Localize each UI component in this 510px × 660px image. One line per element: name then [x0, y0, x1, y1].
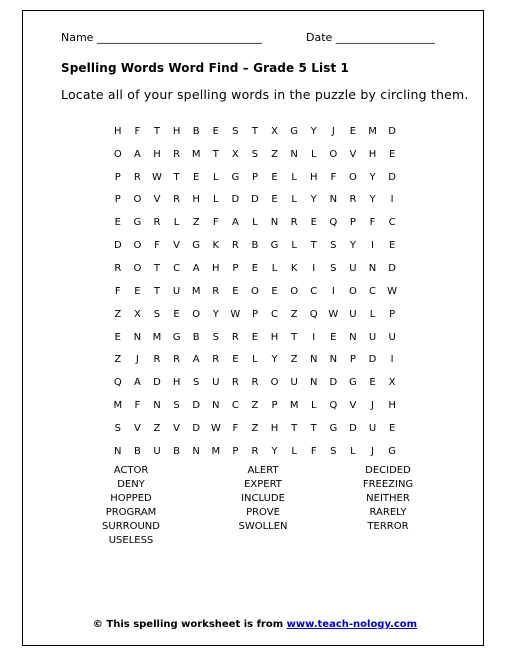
puzzle-letter[interactable]: L [369, 308, 376, 320]
puzzle-letter[interactable]: Y [271, 445, 278, 457]
puzzle-letter[interactable]: E [388, 240, 396, 252]
puzzle-letter[interactable]: P [389, 308, 396, 320]
puzzle-letter[interactable]: Y [349, 240, 356, 252]
puzzle-letter[interactable]: S [173, 400, 180, 412]
puzzle-letter[interactable]: D [349, 422, 357, 434]
puzzle-letter[interactable]: D [368, 354, 377, 366]
puzzle-letter[interactable]: I [390, 194, 394, 206]
puzzle-letter[interactable]: T [310, 240, 317, 252]
puzzle-letter[interactable]: P [114, 171, 121, 183]
puzzle-letter[interactable]: W [152, 171, 162, 183]
spelling-word: SWOLLEN [238, 521, 288, 532]
puzzle-letter[interactable]: H [388, 400, 396, 412]
instructions: Locate all of your spelling words in the puzzle by circling them. [61, 87, 469, 102]
puzzle-letter[interactable]: Q [329, 217, 338, 229]
puzzle-letter[interactable]: F [154, 240, 160, 252]
puzzle-letter[interactable]: G [349, 377, 357, 389]
puzzle-letter[interactable]: C [310, 285, 318, 297]
puzzle-letter[interactable]: R [173, 194, 181, 206]
puzzle-letter[interactable]: O [329, 148, 338, 160]
puzzle-letter[interactable]: M [211, 445, 221, 457]
puzzle-letter[interactable]: D [192, 400, 201, 412]
puzzle-letter[interactable]: Y [369, 194, 376, 206]
puzzle-row [108, 280, 402, 303]
puzzle-letter[interactable]: M [191, 285, 201, 297]
puzzle-letter[interactable]: U [212, 377, 220, 389]
puzzle-letter[interactable]: T [153, 285, 161, 297]
spelling-word: TERROR [367, 521, 409, 532]
spelling-word: EXPERT [244, 479, 282, 490]
puzzle-letter[interactable]: A [192, 354, 200, 366]
puzzle-letter[interactable]: J [331, 125, 335, 137]
spelling-word: ACTOR [113, 465, 149, 476]
puzzle-row [108, 120, 402, 143]
puzzle-letter[interactable]: G [329, 422, 338, 434]
spelling-word: INCLUDE [241, 493, 285, 504]
puzzle-letter[interactable]: R [251, 377, 259, 389]
puzzle-letter[interactable]: L [350, 445, 356, 457]
puzzle-letter[interactable]: T [291, 422, 298, 434]
puzzle-letter[interactable]: O [133, 240, 142, 252]
puzzle-letter[interactable]: T [153, 125, 161, 137]
puzzle-letter[interactable]: R [153, 354, 161, 366]
puzzle-letter[interactable]: R [290, 217, 298, 229]
puzzle-letter[interactable]: R [153, 217, 161, 229]
puzzle-letter[interactable]: C [369, 285, 376, 297]
puzzle-letter[interactable]: U [349, 308, 357, 320]
puzzle-letter[interactable]: N [329, 354, 338, 366]
puzzle-letter[interactable]: E [369, 377, 376, 389]
puzzle-letter[interactable]: M [368, 125, 377, 137]
puzzle-letter[interactable]: H [192, 194, 200, 206]
puzzle-letter[interactable]: R [212, 354, 220, 366]
puzzle-letter[interactable]: L [252, 354, 258, 366]
puzzle-row [108, 166, 402, 189]
puzzle-letter[interactable]: E [212, 125, 219, 137]
puzzle-letter[interactable]: T [173, 171, 180, 183]
puzzle-letter[interactable]: H [172, 377, 181, 389]
puzzle-letter[interactable]: J [371, 445, 374, 457]
puzzle-row [108, 371, 402, 394]
puzzle-letter[interactable]: A [133, 377, 141, 389]
puzzle-letter[interactable]: I [390, 354, 394, 366]
puzzle-letter[interactable]: E [232, 354, 239, 366]
footer-text: © This spelling worksheet is from [92, 619, 287, 630]
puzzle-letter[interactable]: Y [271, 354, 278, 366]
puzzle-letter[interactable]: F [212, 217, 219, 229]
puzzle-letter[interactable]: M [152, 331, 162, 343]
puzzle-letter[interactable]: Z [251, 400, 259, 412]
puzzle-letter[interactable]: R [133, 171, 141, 183]
puzzle-letter[interactable]: O [133, 262, 142, 274]
spelling-word: HOPPED [110, 493, 152, 504]
puzzle-letter[interactable]: O [290, 285, 299, 297]
puzzle-letter[interactable]: N [153, 400, 161, 412]
puzzle-letter[interactable]: R [349, 194, 357, 206]
puzzle-letter[interactable]: V [173, 240, 180, 252]
puzzle-letter[interactable]: F [310, 445, 317, 457]
puzzle-letter[interactable]: N [114, 445, 122, 457]
puzzle-letter[interactable]: G [388, 445, 396, 457]
puzzle-letter[interactable]: L [252, 217, 258, 229]
puzzle-letter[interactable]: V [349, 148, 357, 160]
puzzle-letter[interactable]: A [133, 148, 141, 160]
puzzle-letter[interactable]: N [329, 194, 338, 206]
puzzle-letter[interactable]: I [312, 262, 316, 274]
puzzle-letter[interactable]: I [371, 240, 374, 252]
puzzle-letter[interactable]: V [349, 400, 357, 412]
puzzle-letter[interactable]: B [133, 445, 141, 457]
puzzle-letter[interactable]: S [330, 445, 337, 457]
puzzle-letter[interactable]: I [331, 285, 335, 297]
puzzle-letter[interactable]: R [231, 331, 239, 343]
puzzle-row [108, 417, 402, 440]
puzzle-letter[interactable]: S [192, 377, 200, 389]
puzzle-letter[interactable]: J [371, 400, 374, 412]
puzzle-row [108, 394, 402, 417]
puzzle-letter[interactable]: M [289, 400, 299, 412]
puzzle-letter[interactable]: D [251, 194, 259, 206]
puzzle-letter[interactable]: H [153, 148, 161, 160]
puzzle-letter[interactable]: S [114, 422, 121, 434]
puzzle-letter[interactable]: W [210, 422, 221, 434]
puzzle-letter[interactable]: E [193, 171, 200, 183]
puzzle-letter[interactable]: C [271, 308, 279, 320]
puzzle-letter[interactable]: A [192, 262, 200, 274]
puzzle-letter[interactable]: E [251, 262, 259, 274]
puzzle-letter[interactable]: I [312, 331, 316, 343]
puzzle-row [108, 189, 402, 212]
puzzle-letter[interactable]: Z [192, 217, 200, 229]
puzzle-letter[interactable]: P [251, 171, 258, 183]
puzzle-letter[interactable]: N [309, 377, 318, 389]
puzzle-letter[interactable]: X [231, 148, 239, 160]
spelling-word: PROVE [246, 507, 280, 518]
puzzle-letter[interactable]: L [291, 171, 297, 183]
puzzle-row [108, 257, 402, 280]
puzzle-letter[interactable]: E [251, 331, 259, 343]
puzzle-letter[interactable]: T [153, 262, 161, 274]
footer-link[interactable]: www.teach-nology.com [286, 619, 418, 630]
puzzle-letter[interactable]: P [349, 217, 356, 229]
puzzle-letter[interactable]: D [388, 262, 396, 274]
puzzle-letter[interactable]: T [310, 422, 317, 434]
puzzle-letter[interactable]: D [329, 377, 338, 389]
spelling-word: NEITHER [366, 493, 410, 504]
word-list-column-2 [203, 464, 323, 534]
puzzle-letter[interactable]: J [135, 354, 139, 366]
puzzle-letter[interactable]: Y [310, 194, 317, 206]
puzzle-letter[interactable]: X [271, 125, 278, 137]
puzzle-letter[interactable]: R [173, 148, 181, 160]
puzzle-letter[interactable]: E [173, 308, 180, 320]
puzzle-letter[interactable]: L [310, 400, 317, 412]
worksheet-title: Spelling Words Word Find – Grade 5 List 1 [61, 61, 350, 75]
puzzle-letter[interactable]: V [153, 194, 161, 206]
puzzle-letter[interactable]: O [348, 285, 357, 297]
puzzle-letter[interactable]: Q [309, 308, 318, 320]
puzzle-letter[interactable]: F [330, 171, 337, 183]
puzzle-letter[interactable]: N [133, 331, 142, 343]
puzzle-letter[interactable]: E [271, 194, 278, 206]
puzzle-letter[interactable]: S [251, 148, 259, 160]
puzzle-letter[interactable]: D [113, 240, 122, 252]
puzzle-letter[interactable]: F [134, 400, 141, 412]
puzzle-letter[interactable]: V [173, 422, 180, 434]
puzzle-letter[interactable]: N [270, 217, 279, 229]
puzzle-letter[interactable]: P [114, 194, 121, 206]
puzzle-letter[interactable]: T [212, 148, 219, 160]
puzzle-letter[interactable]: B [192, 125, 200, 137]
puzzle-letter[interactable]: E [330, 331, 337, 343]
puzzle-letter[interactable]: T [291, 331, 298, 343]
puzzle-letter[interactable]: P [271, 400, 278, 412]
puzzle-letter[interactable]: M [113, 400, 123, 412]
puzzle-letter[interactable]: R [231, 377, 239, 389]
puzzle-letter[interactable]: O [133, 194, 142, 206]
puzzle-letter[interactable]: N [212, 400, 220, 412]
puzzle-letter[interactable]: U [368, 422, 377, 434]
puzzle-letter[interactable]: B [173, 445, 181, 457]
puzzle-letter[interactable]: L [291, 194, 297, 206]
puzzle-letter[interactable]: B [251, 240, 259, 252]
puzzle-letter[interactable]: C [231, 400, 239, 412]
puzzle-letter[interactable]: O [113, 148, 122, 160]
puzzle-letter[interactable]: L [212, 171, 219, 183]
date-field: Date __________________ [306, 31, 435, 44]
puzzle-letter[interactable]: U [368, 331, 377, 343]
puzzle-letter[interactable]: E [114, 217, 121, 229]
puzzle-letter[interactable]: O [270, 377, 279, 389]
puzzle-letter[interactable]: R [251, 445, 259, 457]
puzzle-letter[interactable]: E [134, 285, 141, 297]
word-list-column-3 [328, 464, 448, 534]
puzzle-letter[interactable]: Q [113, 377, 122, 389]
puzzle-letter[interactable]: E [232, 285, 239, 297]
word-search-grid [108, 120, 402, 463]
puzzle-letter[interactable]: B [192, 331, 200, 343]
puzzle-letter[interactable]: H [368, 148, 377, 160]
puzzle-letter[interactable]: D [192, 422, 201, 434]
puzzle-letter[interactable]: D [388, 171, 396, 183]
puzzle-letter[interactable]: X [133, 308, 141, 320]
puzzle-letter[interactable]: V [133, 422, 141, 434]
puzzle-row [108, 303, 402, 326]
puzzle-letter[interactable]: H [309, 171, 318, 183]
puzzle-letter[interactable]: S [330, 240, 337, 252]
puzzle-letter[interactable]: H [114, 125, 122, 137]
puzzle-letter[interactable]: H [270, 422, 279, 434]
puzzle-letter[interactable]: H [212, 262, 220, 274]
puzzle-letter[interactable]: G [192, 240, 201, 252]
puzzle-letter[interactable]: O [192, 308, 201, 320]
puzzle-letter[interactable]: W [387, 285, 398, 297]
spelling-word: DECIDED [365, 465, 411, 476]
puzzle-letter[interactable]: G [172, 331, 181, 343]
word-list-column-1 [71, 464, 191, 548]
puzzle-letter[interactable]: T [251, 125, 258, 137]
puzzle-letter[interactable]: W [230, 308, 241, 320]
puzzle-letter[interactable]: Y [369, 171, 376, 183]
puzzle-letter[interactable]: E [271, 285, 278, 297]
puzzle-letter[interactable]: W [328, 308, 339, 320]
puzzle-letter[interactable]: P [232, 262, 239, 274]
puzzle-letter[interactable]: Z [251, 422, 259, 434]
puzzle-letter[interactable]: Y [212, 308, 219, 320]
puzzle-letter[interactable]: E [388, 422, 396, 434]
puzzle-letter[interactable]: F [134, 125, 141, 137]
puzzle-letter[interactable]: U [153, 445, 161, 457]
puzzle-letter[interactable]: C [173, 262, 181, 274]
puzzle-letter[interactable]: P [349, 354, 356, 366]
puzzle-letter[interactable]: R [173, 354, 181, 366]
puzzle-letter[interactable]: E [310, 217, 317, 229]
puzzle-letter[interactable]: O [251, 285, 259, 297]
spelling-word: SURROUND [102, 521, 160, 532]
puzzle-letter[interactable]: S [232, 125, 239, 137]
puzzle-letter[interactable]: N [192, 445, 200, 457]
puzzle-letter[interactable]: E [271, 171, 278, 183]
footer-credit [0, 619, 510, 630]
puzzle-letter[interactable]: K [212, 240, 220, 252]
puzzle-letter[interactable]: S [212, 331, 219, 343]
puzzle-letter[interactable]: G [270, 240, 279, 252]
name-field: Name ______________________________ [61, 31, 262, 44]
puzzle-letter[interactable]: L [173, 217, 180, 229]
puzzle-letter[interactable]: U [172, 285, 181, 297]
puzzle-letter[interactable]: U [290, 377, 298, 389]
puzzle-letter[interactable]: Z [290, 354, 298, 366]
puzzle-letter[interactable]: K [290, 262, 298, 274]
puzzle-letter[interactable]: Z [290, 308, 298, 320]
puzzle-letter[interactable]: L [310, 148, 317, 160]
puzzle-letter[interactable]: G [231, 171, 240, 183]
spelling-word: RARELY [369, 507, 407, 518]
puzzle-letter[interactable]: X [388, 377, 396, 389]
puzzle-letter[interactable]: L [291, 445, 297, 457]
puzzle-letter[interactable]: H [270, 331, 279, 343]
spelling-word: PROGRAM [105, 507, 157, 518]
puzzle-letter[interactable]: R [212, 285, 220, 297]
puzzle-letter[interactable]: M [191, 148, 201, 160]
puzzle-letter[interactable]: G [290, 125, 299, 137]
puzzle-letter[interactable]: Z [153, 422, 161, 434]
spelling-word: ALERT [247, 465, 279, 476]
puzzle-letter[interactable]: L [291, 240, 297, 252]
puzzle-letter[interactable]: N [349, 331, 357, 343]
puzzle-letter[interactable]: N [309, 354, 318, 366]
puzzle-row [108, 234, 402, 257]
puzzle-letter[interactable]: N [290, 148, 298, 160]
puzzle-letter[interactable]: Y [310, 125, 317, 137]
puzzle-letter[interactable]: S [330, 262, 337, 274]
puzzle-letter[interactable]: E [388, 148, 396, 160]
puzzle-letter[interactable]: D [153, 377, 161, 389]
puzzle-letter[interactable]: N [368, 262, 377, 274]
puzzle-letter[interactable]: U [349, 262, 357, 274]
puzzle-row [108, 211, 402, 234]
puzzle-letter[interactable]: R [114, 262, 122, 274]
spelling-word: USELESS [108, 535, 154, 546]
puzzle-letter[interactable]: D [388, 125, 396, 137]
puzzle-letter[interactable]: S [153, 308, 161, 320]
puzzle-letter[interactable]: G [133, 217, 142, 229]
puzzle-letter[interactable]: E [349, 125, 357, 137]
puzzle-row [108, 348, 402, 371]
puzzle-letter[interactable]: D [231, 194, 240, 206]
puzzle-letter[interactable]: R [231, 240, 239, 252]
puzzle-letter[interactable]: L [212, 194, 219, 206]
puzzle-row [108, 143, 402, 166]
spelling-word: FREEZING [362, 479, 414, 490]
puzzle-row [108, 326, 402, 349]
puzzle-letter[interactable]: P [251, 308, 258, 320]
puzzle-letter[interactable]: Z [114, 308, 122, 320]
puzzle-letter[interactable]: A [231, 217, 239, 229]
puzzle-row [108, 440, 402, 463]
puzzle-letter[interactable]: Z [114, 354, 122, 366]
puzzle-letter[interactable]: O [348, 171, 357, 183]
puzzle-letter[interactable]: C [388, 217, 396, 229]
puzzle-letter[interactable]: E [114, 331, 121, 343]
puzzle-letter[interactable]: F [114, 285, 121, 297]
puzzle-letter[interactable]: Z [271, 148, 278, 160]
spelling-word: DENY [117, 479, 145, 490]
puzzle-letter[interactable]: F [369, 217, 376, 229]
puzzle-letter[interactable]: U [388, 331, 396, 343]
puzzle-letter[interactable]: Q [329, 400, 338, 412]
puzzle-letter[interactable]: P [232, 445, 239, 457]
puzzle-letter[interactable]: F [232, 422, 239, 434]
puzzle-letter[interactable]: H [172, 125, 181, 137]
puzzle-letter[interactable]: L [271, 262, 278, 274]
